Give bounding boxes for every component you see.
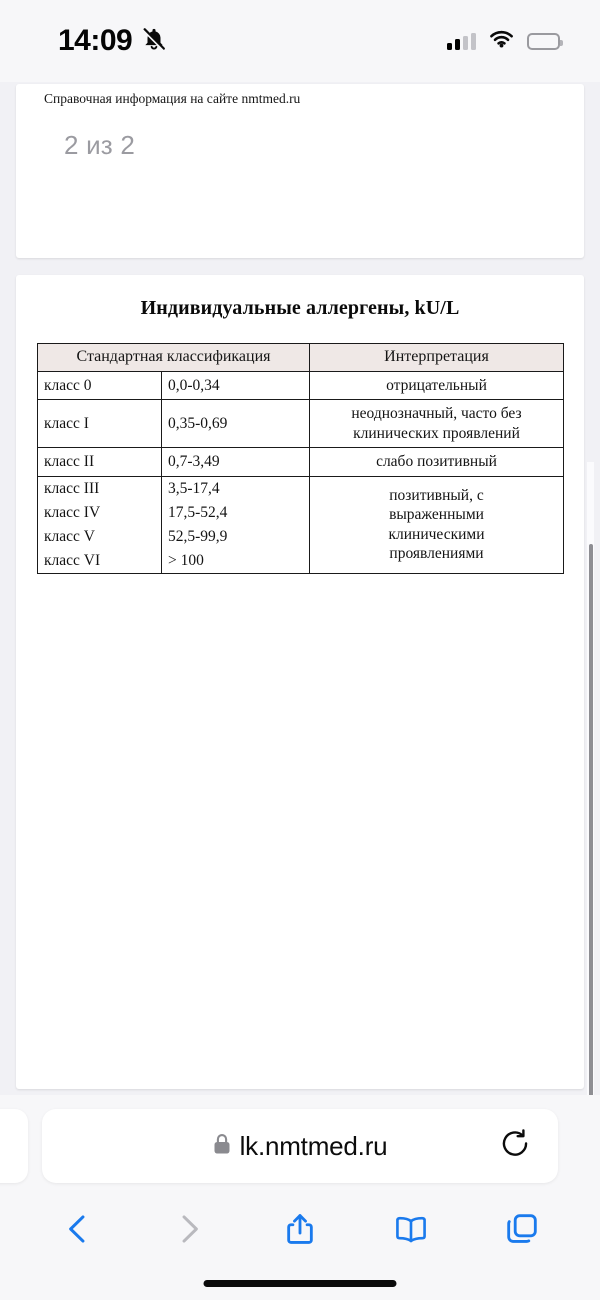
clock: 14:09 (58, 24, 133, 57)
cell-interpretation-grouped (310, 476, 564, 573)
tabs-icon[interactable] (492, 1199, 552, 1259)
bookmarks-icon[interactable] (381, 1199, 441, 1259)
address-bar[interactable] (42, 1109, 558, 1183)
column-header-classification: Стандартная классификация (38, 344, 310, 372)
table-row (38, 400, 564, 448)
cell-class: класс II (38, 448, 162, 476)
cell-class: класс III (38, 476, 162, 501)
forward-icon (159, 1199, 219, 1259)
status-bar (0, 0, 600, 82)
cellular-bars-icon (447, 33, 476, 50)
cell-range: 52,5-99,9 (162, 525, 310, 549)
table-row (38, 372, 564, 400)
interpretation-line: проявлениями (389, 544, 484, 562)
address-bar-content (213, 1131, 388, 1162)
vertical-scrollbar[interactable] (587, 462, 594, 1095)
document-page-card-previous[interactable] (16, 84, 584, 258)
back-icon[interactable] (48, 1199, 108, 1259)
browser-toolbar (0, 1193, 600, 1265)
bell-slash-icon (141, 26, 167, 57)
web-content[interactable] (0, 82, 600, 1095)
cell-range: > 100 (162, 549, 310, 574)
cell-interpretation: неоднозначный, часто без клинических проявлений (310, 400, 564, 448)
cell-interpretation: слабо позитивный (310, 448, 564, 476)
cell-range: 0,7-3,49 (162, 448, 310, 476)
cell-class: класс 0 (38, 372, 162, 400)
interpretation-line: выраженными (389, 506, 484, 524)
page-title: Индивидуальные аллергены, kU/L (140, 297, 460, 319)
interpretation-line: позитивный, с (389, 486, 484, 504)
reload-icon[interactable] (499, 1128, 531, 1165)
battery-full-icon (527, 33, 560, 50)
cell-range: 0,35-0,69 (162, 400, 310, 448)
browser-chrome (0, 1095, 600, 1300)
interpretation-line: клиническими (388, 525, 485, 543)
wifi-icon (489, 29, 514, 53)
status-bar-left (58, 24, 167, 58)
page-indicator: 2 из 2 (64, 130, 136, 160)
table-row (38, 448, 564, 476)
cell-class: класс VI (38, 549, 162, 574)
table-row (38, 476, 564, 501)
document-page-card-current[interactable] (16, 275, 584, 1089)
url-text: lk.nmtmed.ru (239, 1130, 388, 1161)
lock-icon (213, 1133, 231, 1160)
cell-range: 17,5-52,4 (162, 501, 310, 525)
cell-class: класс V (38, 525, 162, 549)
cell-range: 3,5-17,4 (162, 476, 310, 501)
reference-note: Справочная информация на сайте nmtmed.ru (44, 91, 301, 106)
column-header-interpretation: Интерпретация (310, 344, 564, 372)
cell-interpretation: отрицательный (310, 372, 564, 400)
table-header-row (38, 344, 564, 372)
cell-range: 0,0-0,34 (162, 372, 310, 400)
classification-table (37, 343, 564, 574)
adjacent-tab-edge[interactable] (0, 1109, 28, 1183)
cell-class: класс IV (38, 501, 162, 525)
status-bar-right (447, 29, 560, 53)
share-icon[interactable] (270, 1199, 330, 1259)
scrollbar-thumb[interactable] (589, 544, 593, 1095)
home-indicator (204, 1280, 397, 1287)
cell-class: класс I (38, 400, 162, 448)
classification-table-wrapper (16, 343, 584, 574)
